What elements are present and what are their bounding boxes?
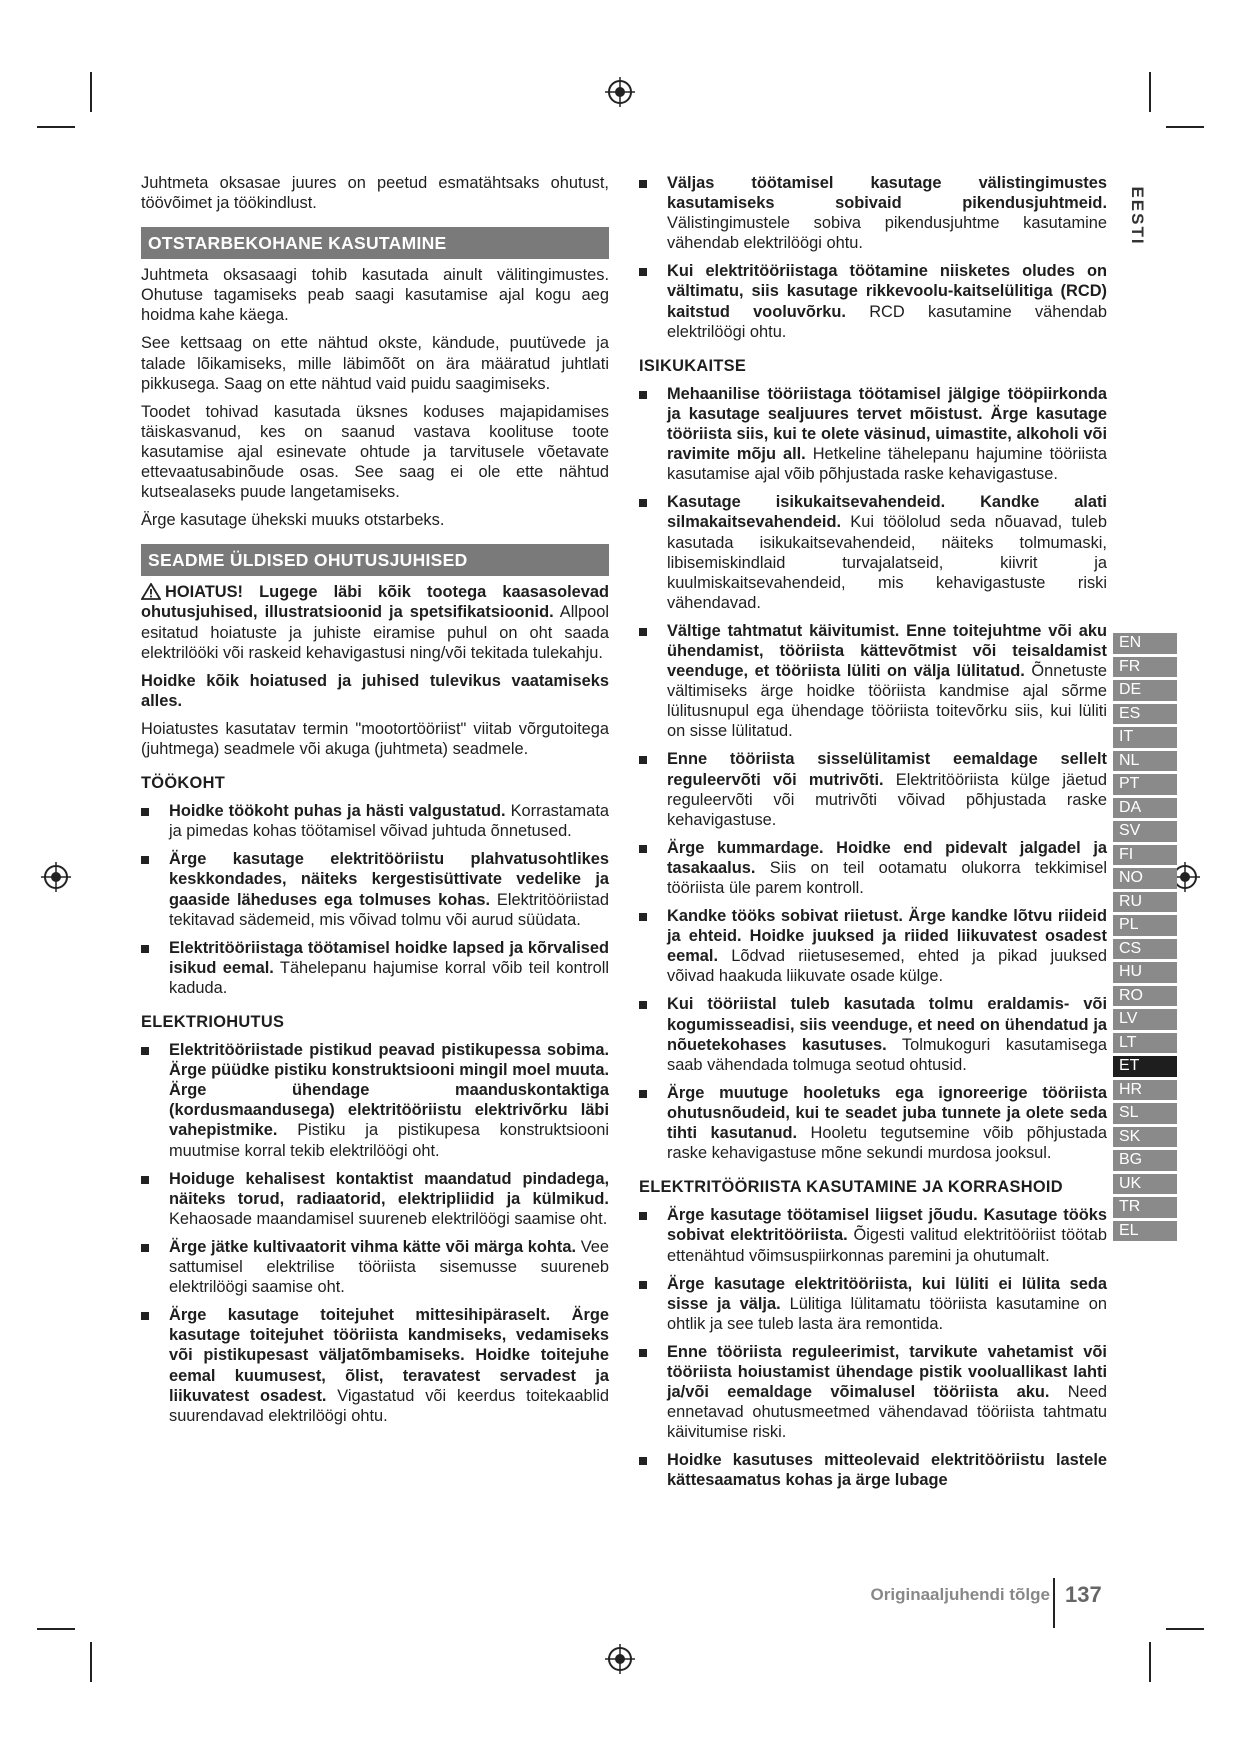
list-item: Kui elektritööriistaga töötamine niisketes oludes on vältimatu, siis kasutage rikkevoolu-kaitselülitiga (RCD) kaitstud vooluvõrku. RCD kasutamine vähendab elektrilöögi ohtu. — [639, 261, 1107, 341]
warning-bold: HOIATUS! Lugege läbi kõik tootega kaasasolevad ohutusjuhised, illustratsioonid ja spetsifikatsioonid. — [141, 583, 609, 622]
paragraph: Ärge kasutage ühekski muuks otstarbeks. — [141, 511, 445, 530]
list-item: Elektritööriistade pistikud peavad pistikupessa sobima. Ärge püüdke pistiku konstruktsiooni mingil moel muuta. Ärge ühendage maanduskontaktiga (kordusmaandusega) elektritööriistu elektrivõrku läbi vahepistmike. Pistiku ja pistikupesa konstruktsiooni muutmise korral tekib elektrilöögi oht. — [141, 1040, 609, 1161]
language-tab-hr[interactable]: HR — [1113, 1080, 1177, 1101]
language-tab-lt[interactable]: LT — [1113, 1033, 1177, 1054]
list-item: Kui tööriistal tuleb kasutada tolmu eraldamis- või kogumisseadisi, siis veenduge, et need on ühendatud ja nõuetekohases kasutuses. Tolmukoguri kasutamisega saab vähendada tolmuga seotud ohtusid. — [639, 994, 1107, 1074]
registration-mark-icon — [605, 1644, 635, 1674]
list-item: Ärge kummardage. Hoidke end pidevalt jalgadel ja tasakaalus. Siis on teil ootamatu olukorra tekkimisel tööriista üle parem kontroll. — [639, 838, 1107, 898]
crop-mark — [1166, 126, 1204, 128]
language-tab-no[interactable]: NO — [1113, 868, 1177, 889]
list-item: Kasutage isikukaitsevahendeid. Kandke alati silmakaitsevahendeid. Kui töölolud seda nõuavad, tuleb kasutada isikukaitsevahendeid, näiteks tolmumaski, libisemiskindlaid turvajalatseid, kiivrit ja kuulmiskaitsevahendeid, mis kehavigastuste riski vähendavad. — [639, 492, 1107, 613]
bullet-square-icon — [639, 391, 647, 399]
language-tab-sv[interactable]: SV — [1113, 821, 1177, 842]
language-tab-el[interactable]: EL — [1113, 1221, 1177, 1242]
warning-block — [141, 582, 609, 662]
list-item: Hoiduge kehalisest kontaktist maandatud pindadega, näiteks torud, radiaatorid, elektripliidid ja külmikud. Kehaosade maandamisel suureneb elektrilöögi saamise oht. — [141, 1169, 609, 1229]
crop-mark — [37, 126, 75, 128]
term-paragraph: Hoiatustes kasutatav termin "mootortööriist" viitab võrgutoitega (juhtmega) seadmele või akuga (juhtmeta) seadmele. — [141, 719, 609, 758]
language-tab-it[interactable]: IT — [1113, 727, 1177, 748]
language-tab-lv[interactable]: LV — [1113, 1009, 1177, 1030]
bullet-square-icon — [639, 845, 647, 853]
bullet-square-icon — [141, 856, 149, 864]
page-number: 137 — [1065, 1582, 1102, 1607]
crop-mark — [1166, 1628, 1204, 1630]
left-column — [141, 173, 609, 1434]
paragraph: Juhtmeta oksasaagi tohib kasutada ainult välitingimustes. Ohutuse tagamiseks peab saagi kasutamise ajal kogu aeg hoidma kahe käega. — [141, 266, 609, 325]
list-item: Ärge kasutage elektritööriista, kui lüliti ei lülita seda sisse ja välja. Lülitiga lülitamatu tööriista kasutamine on ohtlik ja see tuleb lasta ära remontida. — [639, 1274, 1107, 1334]
bullet-square-icon — [141, 945, 149, 953]
language-tabs — [1113, 633, 1177, 1244]
bullet-square-icon — [639, 1349, 647, 1357]
list-item: Kandke tööks sobivat riietust. Ärge kandke lõtvu riideid ja ehteid. Hoidke juuksed ja riided liikuvatest osadest eemal. Lõdvad riietusesemed, ehted ja pikad juuksed võivad haakuda liikuvate osade külge. — [639, 906, 1107, 986]
language-tab-ru[interactable]: RU — [1113, 892, 1177, 913]
language-tab-et[interactable]: ET — [1113, 1056, 1177, 1077]
section-heading-intended-use: OTSTARBEKOHANE KASUTAMINE — [141, 227, 609, 259]
language-tab-uk[interactable]: UK — [1113, 1174, 1177, 1195]
language-tab-fi[interactable]: FI — [1113, 845, 1177, 866]
language-tab-cs[interactable]: CS — [1113, 939, 1177, 960]
list-item: Ärge muutuge hooletuks ega ignoreerige tööriista ohutusnõudeid, kui te seadet juba tunnete ja olete seda tihti kasutanud. Hooletu tegutsemine võib põhjustada raske kehavigastuse mõne sekundi murdosa jooksul. — [639, 1083, 1107, 1163]
list-item: Hoidke töökoht puhas ja hästi valgustatud. Korrastamata ja pimedas kohas töötamisel võivad juhtuda õnnetused. — [141, 801, 609, 841]
bullet-square-icon — [639, 1457, 647, 1465]
bullet-square-icon — [639, 268, 647, 276]
list-item: Elektritööriistaga töötamisel hoidke lapsed ja kõrvalised isikud eemal. Tähelepanu hajumise korral võib teil kontroll kaduda. — [141, 938, 609, 998]
keep-instructions: Hoidke kõik hoiatused ja juhised tulevikus vaatamiseks alles. — [141, 671, 609, 710]
language-tab-pl[interactable]: PL — [1113, 915, 1177, 936]
bullet-square-icon — [639, 1212, 647, 1220]
language-tab-sk[interactable]: SK — [1113, 1127, 1177, 1148]
language-tab-ro[interactable]: RO — [1113, 986, 1177, 1007]
language-side-label: EESTI — [1128, 186, 1147, 246]
language-tab-es[interactable]: ES — [1113, 704, 1177, 725]
list-item: Mehaanilise tööriistaga töötamisel jälgige tööpiirkonda ja kasutage sealjuures tervet mõistust. Ärge kasutage tööriista siis, kui te olete väsinud, uimastite, alkoholi või ravimite mõju all. Hetkeline tähelepanu hajumine tööriista kasutamise ajal võib põhjustada raske kehavigastuse. — [639, 384, 1107, 484]
bullet-square-icon — [639, 1090, 647, 1098]
list-item: Ärge kasutage töötamisel liigset jõudu. Kasutage tööks sobivat elektritööriista. Õigesti valitud elektritööriist töötab ettenähtud võimsuspiirkonnas paremini ja ohutumalt. — [639, 1205, 1107, 1265]
right-column — [639, 173, 1107, 1499]
warning-text: Allpool esitatud hoiatuste ja juhiste eiramise puhul on oht saada elektrilööki või raskeid kehavigastusi ning/või tekitada tulekahju. — [141, 603, 609, 662]
registration-mark-icon — [605, 77, 635, 107]
list-item: Enne tööriista sisselülitamist eemaldage sellelt reguleervõti või mutrivõti. Elektritööriista külge jäetud reguleervõti või mutrivõti võivad põhjustada raske kehavigastuse. — [639, 749, 1107, 829]
list-item: Ärge kasutage elektritööriistu plahvatusohtlikes keskkondades, näiteks kergestisüttivate vedelike ja gaaside läheduses ega tolmuses kohas. Elektritööriistad tekitavad sädemeid, mis võivad tolmu või aurud süüdata. — [141, 849, 609, 929]
bullet-square-icon — [639, 1001, 647, 1009]
crop-mark — [1149, 1642, 1151, 1682]
language-tab-en[interactable]: EN — [1113, 633, 1177, 654]
language-tab-tr[interactable]: TR — [1113, 1197, 1177, 1218]
language-tab-bg[interactable]: BG — [1113, 1150, 1177, 1171]
crop-mark — [90, 72, 92, 112]
intro-paragraph: Juhtmeta oksasae juures on peetud esmatähtsaks ohutust, töövõimet ja töökindlust. — [141, 174, 609, 213]
language-tab-de[interactable]: DE — [1113, 680, 1177, 701]
subheading-personal-safety: ISIKUKAITSE — [639, 356, 747, 375]
paragraph: Toodet tohivad kasutada üksnes koduses majapidamises täiskasvanud, kes on saanud vastava koolituse toote kasutamise ajal esinevate ohtude ja tarvitusele võetavate ettevaatusabinõude osas. See saag ei ole ette nähtud kutsealaseks puude langetamiseks. — [141, 402, 609, 502]
list-item: Vältige tahtmatut käivitumist. Enne toitejuhtme või aku ühendamist, tööriista kättevõtmist või teisaldamist veenduge, et tööriista lüliti on välja lülitatud. Õnnetuste vältimiseks ärge hoidke tööriista kandmise ajal sõrme lülitusnupul ega ühendage tööriista toitevõrku siis, kui lüliti on sisse lülitatud. — [639, 621, 1107, 742]
subheading-electrical-safety: ELEKTRIOHUTUS — [141, 1013, 285, 1031]
bullet-square-icon — [141, 1312, 149, 1320]
paragraph: See kettsaag on ette nähtud okste, kändude, puutüvede ja talade lõikamiseks, mille läbimõõt on ära määratud juhtlati pikkusega. Saag on ette nähtud vaid puidu saagimiseks. — [141, 334, 609, 393]
list-item: Ärge jätke kultivaatorit vihma kätte või märga kohta. Vee sattumisel elektrilise tööriista sisemusse suureneb elektrilöögi saamise oht. — [141, 1237, 609, 1297]
language-tab-hu[interactable]: HU — [1113, 962, 1177, 983]
bullet-square-icon — [639, 180, 647, 188]
crop-mark — [90, 1642, 92, 1682]
list-item: Väljas töötamisel kasutage välistingimustes kasutamiseks sobivaid pikendusjuhtmeid. Välistingimustele sobiva pikendusjuhtme kasutamine vähendab elektrilöögi ohtu. — [639, 173, 1107, 253]
list-item: Ärge kasutage toitejuhet mittesihipäraselt. Ärge kasutage toitejuhet tööriista kandmiseks, vedamiseks või pistikupesast väljatõmbamiseks. Hoidke toitejuhe eemal kuumusest, õlist, teravatest servadest ja liikuvatest osadest. Vigastatud või keerdus toitekaablid suurendavad elektrilöögi ohtu. — [141, 1305, 609, 1426]
bullet-square-icon — [141, 1047, 149, 1055]
subheading-tool-use: ELEKTRITÖÖRIISTA KASUTAMINE JA KORRASHOID — [639, 1178, 1063, 1197]
bullet-square-icon — [141, 1244, 149, 1252]
footer-label: Originaaljuhendi tõlge — [870, 1585, 1050, 1604]
bullet-square-icon — [639, 1281, 647, 1289]
list-item: Enne tööriista reguleerimist, tarvikute vahetamist või tööriista hoiustamist ühendage pistik vooluallikast lahti ja/või eemaldage võimalusel tööriista aku. Need ennetavad ohutusmeetmed vähendavad tööriista tahtmatu käivitumise riski. — [639, 1342, 1107, 1442]
language-tab-sl[interactable]: SL — [1113, 1103, 1177, 1124]
crop-mark — [37, 1628, 75, 1630]
language-tab-nl[interactable]: NL — [1113, 751, 1177, 772]
list-item: Hoidke kasutuses mitteolevaid elektritööriistu lastele kättesaamatus kohas ja ärge lubage — [639, 1450, 1107, 1490]
bullet-square-icon — [639, 499, 647, 507]
bullet-square-icon — [639, 628, 647, 636]
bullet-square-icon — [639, 756, 647, 764]
bullet-square-icon — [141, 1176, 149, 1184]
language-tab-fr[interactable]: FR — [1113, 657, 1177, 678]
section-heading-general-safety: SEADME ÜLDISED OHUTUSJUHISED — [141, 544, 609, 576]
language-tab-da[interactable]: DA — [1113, 798, 1177, 819]
warning-triangle-icon — [141, 583, 161, 600]
crop-mark — [1149, 72, 1151, 112]
subheading-work-area: TÖÖKOHT — [141, 774, 226, 793]
registration-mark-icon — [41, 862, 71, 892]
language-tab-pt[interactable]: PT — [1113, 774, 1177, 795]
footer-divider — [1053, 1578, 1055, 1628]
bullet-square-icon — [141, 808, 149, 816]
bullet-square-icon — [639, 913, 647, 921]
